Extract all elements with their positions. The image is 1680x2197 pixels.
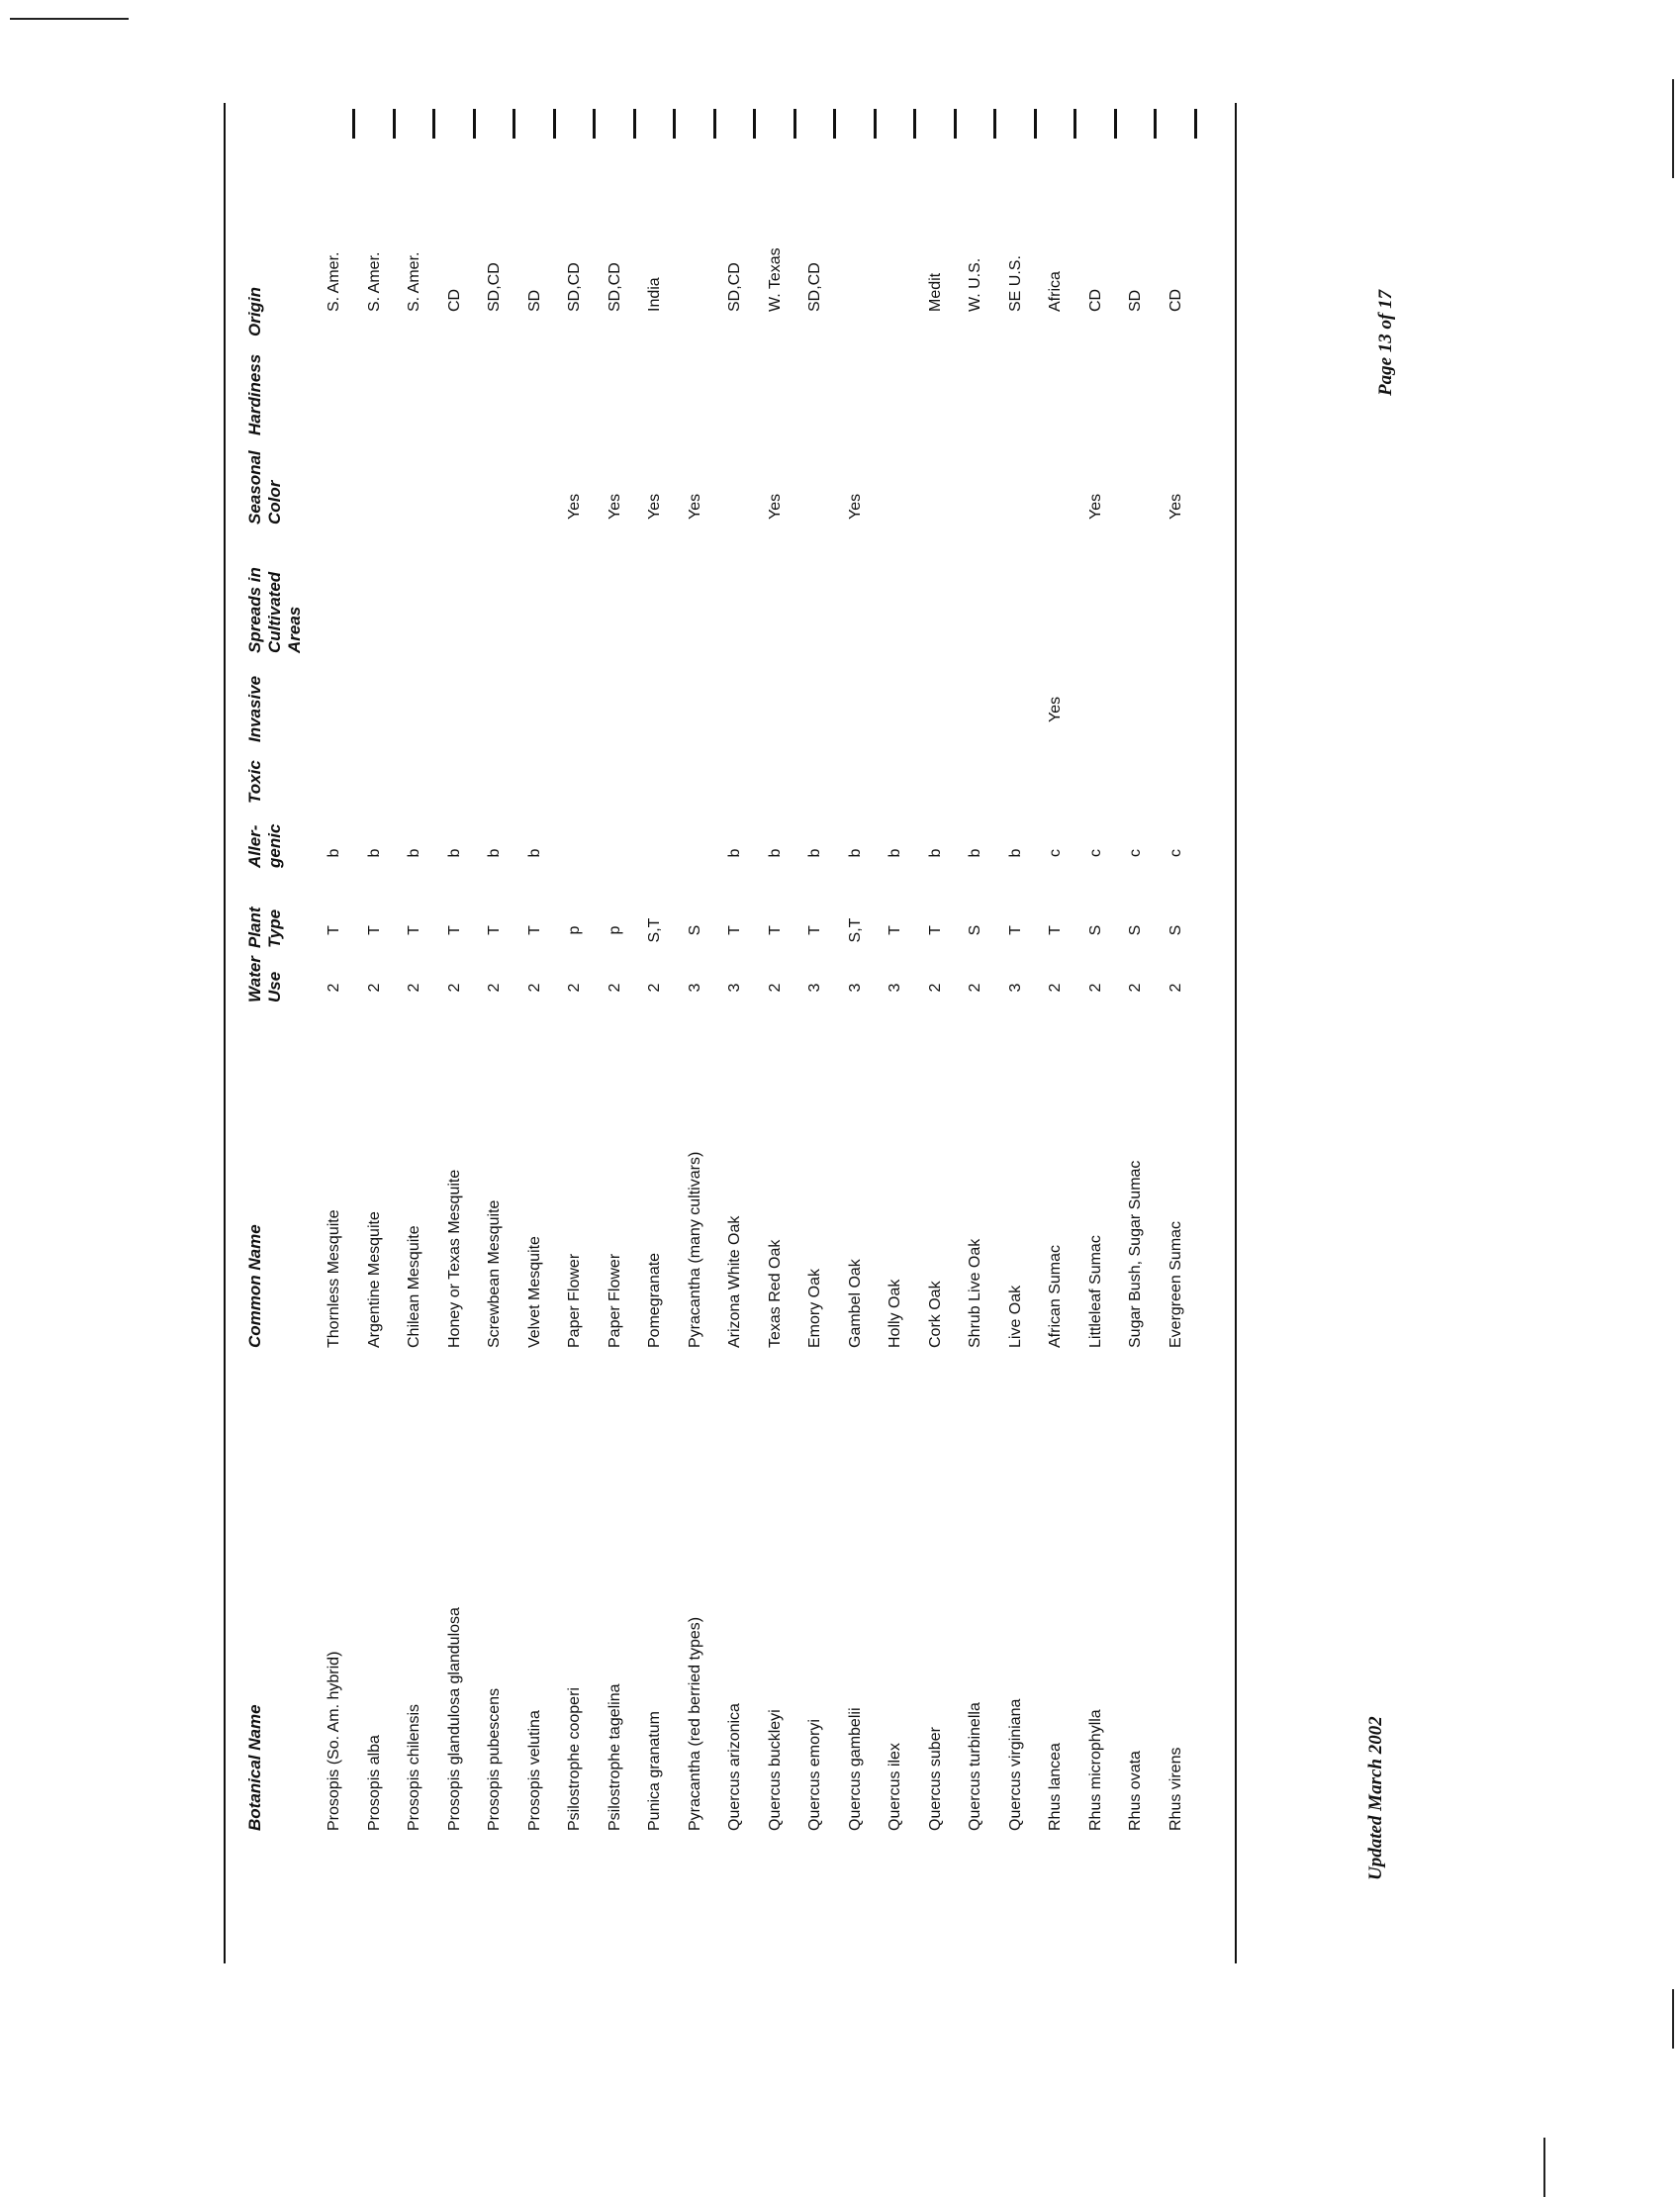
origin-cell: SD,CD — [486, 262, 503, 312]
header-spreads: Spreads in Cultivated Areas — [245, 567, 304, 653]
allergenic-cell: c — [1167, 849, 1184, 857]
common-name-cell: Argentine Mesquite — [365, 1211, 383, 1348]
header-common-name: Common Name — [245, 1224, 264, 1348]
common-name-cell: Shrub Live Oak — [967, 1238, 983, 1348]
origin-cell: CD — [445, 288, 463, 312]
table-row — [596, 0, 635, 2197]
header-seasonal-color: Seasonal Color — [245, 450, 284, 525]
row-rule — [713, 109, 716, 139]
table-row — [996, 0, 1036, 2197]
plant-type-cell: T — [1006, 925, 1024, 935]
plant-type-cell: S,T — [646, 917, 663, 943]
table-row — [836, 0, 876, 2197]
allergenic-cell: b — [326, 848, 342, 858]
row-rule — [753, 109, 756, 139]
table-row — [676, 0, 715, 2197]
common-name-cell: Littleleaf Sumac — [1086, 1235, 1104, 1348]
allergenic-cell: b — [926, 848, 944, 858]
table-row — [555, 0, 595, 2197]
common-name-cell: Emory Oak — [806, 1268, 823, 1348]
allergenic-cell: b — [887, 848, 903, 858]
table-row — [715, 0, 755, 2197]
common-name-cell: Texas Red Oak — [766, 1239, 784, 1348]
origin-cell: SD,CD — [606, 262, 623, 312]
allergenic-cell: c — [1086, 849, 1104, 857]
header-botanical-name: Botanical Name — [245, 1704, 264, 1831]
scan-edge-mark — [1672, 1989, 1674, 2049]
row-rule — [833, 109, 836, 139]
allergenic-cell: b — [766, 848, 784, 858]
plant-type-cell: T — [326, 925, 342, 935]
table-row — [1116, 0, 1156, 2197]
table-row — [916, 0, 956, 2197]
header-plant-type: Plant Type — [245, 907, 284, 948]
row-rule — [1034, 109, 1037, 139]
plant-type-cell: T — [406, 925, 422, 935]
botanical-name-cell: Prosopis velutina — [525, 1710, 543, 1831]
water-use-cell: 2 — [566, 983, 583, 993]
allergenic-cell: b — [846, 848, 864, 858]
invasive-cell: Yes — [1047, 696, 1064, 722]
plant-type-cell: p — [566, 925, 583, 935]
plant-type-cell: S — [1167, 924, 1184, 936]
water-use-cell: 2 — [525, 983, 543, 993]
allergenic-cell — [635, 838, 675, 868]
row-rule — [513, 109, 515, 139]
footer-updated: Updated March 2002 — [1365, 1716, 1386, 1880]
table-row — [956, 0, 995, 2197]
header-toxic: Toxic — [245, 760, 264, 804]
seasonal-color-cell: Yes — [646, 493, 663, 520]
seasonal-color-cell: Yes — [846, 493, 864, 520]
seasonal-color-cell: Yes — [606, 493, 623, 520]
row-rule — [954, 109, 957, 139]
water-use-cell: 2 — [606, 983, 623, 993]
botanical-name-cell: Prosopis glandulosa glandulosa — [445, 1607, 463, 1831]
water-use-cell: 3 — [686, 983, 703, 993]
row-rule — [1154, 109, 1157, 139]
origin-cell: SD,CD — [566, 262, 583, 312]
common-name-cell: Gambel Oak — [846, 1259, 864, 1348]
allergenic-cell: c — [1047, 849, 1064, 857]
allergenic-cell: b — [486, 848, 503, 858]
plant-type-cell: S — [1086, 924, 1104, 936]
botanical-name-cell: Quercus buckleyi — [766, 1709, 784, 1831]
seasonal-color-cell: Yes — [566, 493, 583, 520]
seasonal-color-cell: Yes — [686, 493, 703, 520]
common-name-cell: Arizona White Oak — [726, 1215, 743, 1348]
botanical-name-cell: Punica granatum — [646, 1711, 663, 1831]
row-rule — [874, 109, 877, 139]
common-name-cell: Paper Flower — [606, 1253, 623, 1348]
table-row — [435, 0, 475, 2197]
common-name-cell: Screwbean Mesquite — [486, 1199, 503, 1348]
allergenic-cell: b — [1006, 848, 1024, 858]
water-use-cell: 2 — [486, 983, 503, 993]
row-rule — [1073, 109, 1076, 139]
botanical-name-cell: Quercus turbinella — [967, 1702, 983, 1831]
header-invasive: Invasive — [245, 675, 264, 742]
common-name-cell: Paper Flower — [566, 1253, 583, 1348]
botanical-name-cell: Rhus ovata — [1127, 1751, 1144, 1831]
origin-cell: SD,CD — [726, 262, 743, 312]
water-use-cell: 2 — [365, 983, 383, 993]
table-row — [475, 0, 514, 2197]
water-use-cell: 2 — [766, 983, 784, 993]
table-row — [515, 0, 555, 2197]
common-name-cell: Live Oak — [1006, 1285, 1024, 1348]
plant-type-cell: T — [887, 925, 903, 935]
botanical-name-cell: Prosopis chilensis — [406, 1703, 422, 1831]
origin-cell: Medit — [926, 272, 944, 312]
origin-cell: India — [646, 277, 663, 312]
table-row — [756, 0, 795, 2197]
plant-type-cell: T — [726, 925, 743, 935]
origin-cell: W. U.S. — [967, 257, 983, 312]
origin-cell: S. Amer. — [406, 251, 422, 312]
row-rule — [593, 109, 596, 139]
common-name-cell: African Sumac — [1047, 1244, 1064, 1348]
table-row — [1157, 0, 1196, 2197]
common-name-cell: Holly Oak — [887, 1279, 903, 1348]
plant-type-cell: T — [525, 925, 543, 935]
water-use-cell: 3 — [1006, 983, 1024, 993]
plant-type-cell: T — [1047, 925, 1064, 935]
scan-edge-mark — [1543, 2138, 1545, 2197]
plant-type-cell: T — [926, 925, 944, 935]
origin-cell: Africa — [1047, 271, 1064, 312]
water-use-cell: 2 — [1086, 983, 1104, 993]
allergenic-cell — [555, 838, 595, 868]
water-use-cell: 2 — [326, 983, 342, 993]
origin-cell: SD — [1127, 289, 1144, 312]
allergenic-cell: b — [525, 848, 543, 858]
row-rule — [393, 109, 396, 139]
common-name-cell: Evergreen Sumac — [1167, 1220, 1184, 1348]
common-name-cell: Sugar Bush, Sugar Sumac — [1127, 1160, 1144, 1348]
row-rule — [633, 109, 636, 139]
plant-type-cell: S — [967, 924, 983, 936]
row-rule — [793, 109, 796, 139]
allergenic-cell: b — [967, 848, 983, 858]
water-use-cell: 2 — [967, 983, 983, 993]
origin-cell: S. Amer. — [326, 251, 342, 312]
water-use-cell: 3 — [846, 983, 864, 993]
table-row — [395, 0, 434, 2197]
water-use-cell: 2 — [1127, 983, 1144, 993]
row-rule — [473, 109, 476, 139]
allergenic-cell: b — [406, 848, 422, 858]
plant-type-cell: S — [686, 924, 703, 936]
seasonal-color-cell: Yes — [1086, 493, 1104, 520]
header-hardiness: Hardiness — [245, 353, 264, 435]
plant-type-cell: p — [606, 925, 623, 935]
water-use-cell: 2 — [1047, 983, 1064, 993]
plant-type-cell: T — [365, 925, 383, 935]
table-row — [355, 0, 395, 2197]
botanical-name-cell: Quercus ilex — [887, 1743, 903, 1831]
row-rule — [432, 109, 435, 139]
common-name-cell: Velvet Mesquite — [525, 1236, 543, 1348]
water-use-cell: 3 — [887, 983, 903, 993]
header-origin: Origin — [245, 286, 264, 336]
botanical-name-cell: Pyracantha (red berried types) — [686, 1616, 703, 1831]
botanical-name-cell: Prosopis pubescens — [486, 1687, 503, 1831]
common-name-cell: Pomegranate — [646, 1252, 663, 1348]
botanical-name-cell: Rhus lancea — [1047, 1743, 1064, 1831]
origin-cell: SD — [525, 289, 543, 312]
botanical-name-cell: Quercus gambelii — [846, 1707, 864, 1831]
scan-edge-mark — [1672, 79, 1674, 178]
header-water-use: Water Use — [245, 956, 284, 1003]
row-rule — [993, 109, 996, 139]
origin-cell: W. Texas — [766, 247, 784, 312]
water-use-cell: 3 — [806, 983, 823, 993]
common-name-cell: Cork Oak — [926, 1281, 944, 1348]
common-name-cell: Chilean Mesquite — [406, 1225, 422, 1348]
footer-page-number: Page 13 of 17 — [1375, 289, 1396, 396]
water-use-cell: 2 — [445, 983, 463, 993]
common-name-cell: Thornless Mesquite — [326, 1209, 342, 1348]
water-use-cell: 2 — [1167, 983, 1184, 993]
row-rule — [553, 109, 556, 139]
botanical-name-cell: Rhus microphylla — [1086, 1709, 1104, 1831]
botanical-name-cell: Quercus emoryi — [806, 1719, 823, 1831]
table-row — [635, 0, 675, 2197]
plant-type-cell: T — [486, 925, 503, 935]
table-row — [876, 0, 915, 2197]
plant-type-cell: S — [1127, 924, 1144, 936]
allergenic-cell: b — [445, 848, 463, 858]
common-name-cell: Honey or Texas Mesquite — [445, 1169, 463, 1348]
water-use-cell: 2 — [406, 983, 422, 993]
row-rule — [673, 109, 676, 139]
origin-cell: CD — [1086, 288, 1104, 312]
allergenic-cell: c — [1127, 849, 1144, 857]
botanical-name-cell: Quercus virginiana — [1006, 1698, 1024, 1831]
origin-cell: SD,CD — [806, 262, 823, 312]
botanical-name-cell: Psilostrophe tagelina — [606, 1683, 623, 1831]
table-row — [315, 0, 354, 2197]
water-use-cell: 2 — [646, 983, 663, 993]
water-use-cell: 3 — [726, 983, 743, 993]
table-row — [1076, 0, 1116, 2197]
table-bottom-rule — [1235, 103, 1237, 1963]
seasonal-color-cell: Yes — [1167, 493, 1184, 520]
plant-type-cell: T — [766, 925, 784, 935]
table-row — [795, 0, 835, 2197]
botanical-name-cell: Prosopis (So. Am. hybrid) — [326, 1651, 342, 1831]
botanical-name-cell: Quercus suber — [926, 1727, 944, 1831]
botanical-name-cell: Rhus virens — [1167, 1747, 1184, 1831]
plant-type-cell: T — [806, 925, 823, 935]
allergenic-cell: b — [365, 848, 383, 858]
table-row — [1036, 0, 1075, 2197]
botanical-name-cell: Quercus arizonica — [726, 1703, 743, 1831]
row-rule — [1114, 109, 1117, 139]
water-use-cell: 2 — [926, 983, 944, 993]
row-rule — [1194, 109, 1197, 139]
table-top-rule — [224, 103, 226, 1963]
seasonal-color-cell: Yes — [766, 493, 784, 520]
allergenic-cell: b — [726, 848, 743, 858]
botanical-name-cell: Psilostrophe cooperi — [566, 1687, 583, 1831]
scan-edge-mark — [10, 18, 129, 20]
plant-type-cell: T — [445, 925, 463, 935]
header-allergenic: Aller- genic — [245, 823, 284, 868]
allergenic-cell: b — [806, 848, 823, 858]
origin-cell: CD — [1167, 288, 1184, 312]
row-rule — [352, 109, 355, 139]
common-name-cell: Pyracantha (many cultivars) — [686, 1151, 703, 1348]
allergenic-cell — [676, 838, 715, 868]
row-rule — [913, 109, 916, 139]
allergenic-cell — [596, 838, 635, 868]
botanical-name-cell: Prosopis alba — [365, 1735, 383, 1831]
plant-type-cell: S,T — [846, 917, 864, 943]
origin-cell: S. Amer. — [365, 251, 383, 312]
origin-cell: SE U.S. — [1006, 255, 1024, 312]
